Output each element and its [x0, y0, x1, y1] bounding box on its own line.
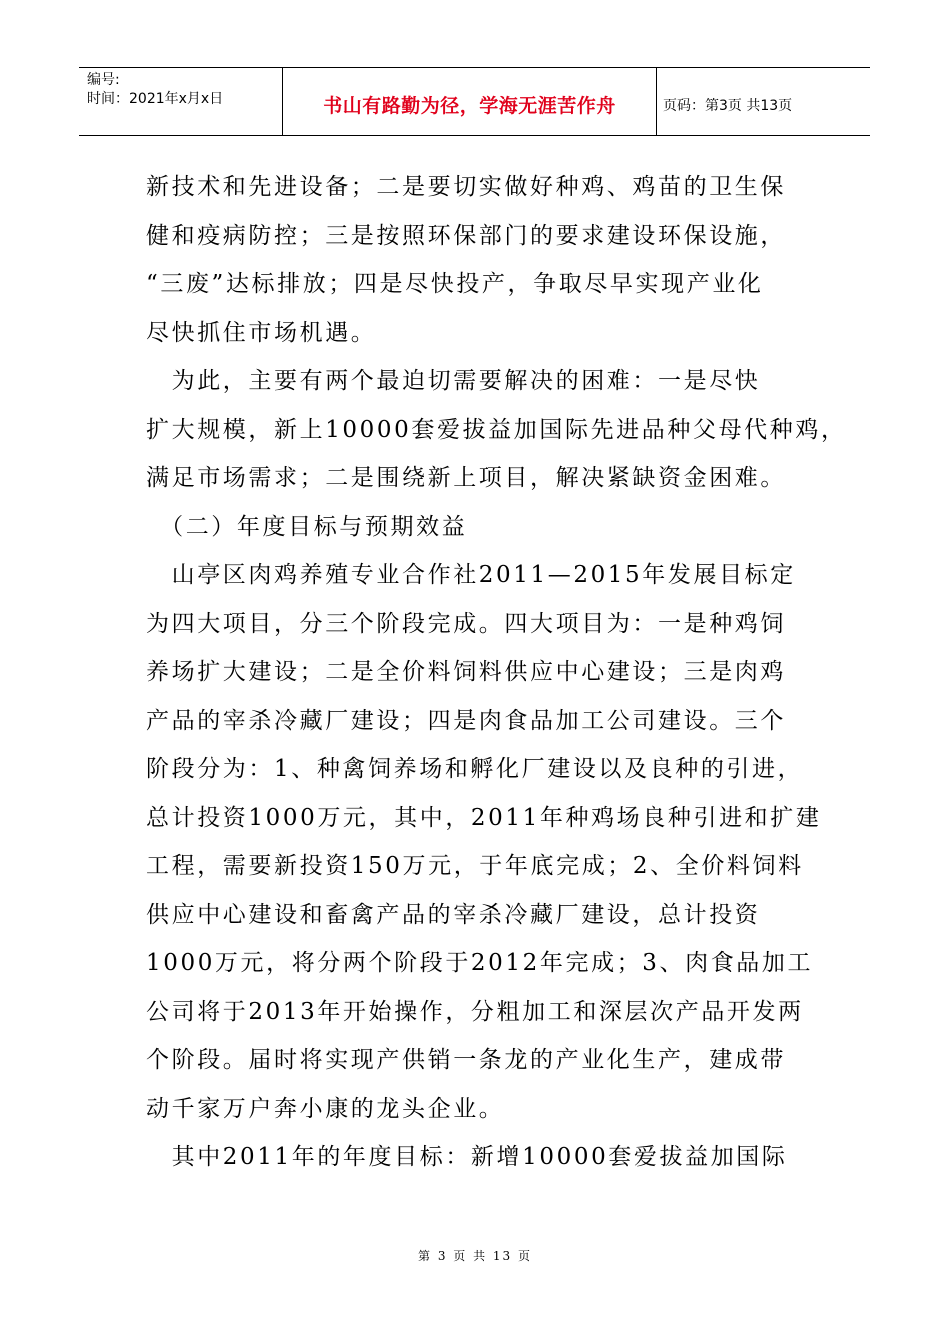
body-line: 养场扩大建设；二是全价料饲料供应中心建设；三是肉鸡: [146, 659, 786, 685]
body-line: 1000万元，将分两个阶段于2012年完成；3、肉食品加工: [146, 950, 814, 976]
body-line: 公司将于2013年开始操作，分粗加工和深层次产品开发两: [146, 998, 804, 1025]
body-line: “三废”达标排放；四是尽快投产，争取尽早实现产业化: [146, 271, 764, 297]
body-line: 新技术和先进设备；二是要切实做好种鸡、鸡苗的卫生保: [146, 174, 786, 200]
body-line: 工程，需要新投资150万元，于年底完成；2、全价料饲料: [146, 853, 804, 879]
document-body: [146, 163, 847, 1182]
page-header-table: [79, 67, 870, 136]
body-line: 动千家万户奔小康的龙头企业。: [146, 1095, 505, 1122]
date-label: 时间：2021年x月x日: [87, 91, 224, 107]
body-line: 供应中心建设和畜禽产品的宰杀冷藏厂建设，总计投资: [146, 901, 761, 928]
body-line: 个阶段。届时将实现产供销一条龙的产业化生产，建成带: [146, 1047, 786, 1073]
body-line: 山亭区肉鸡养殖专业合作社2011—2015年发展目标定: [146, 562, 796, 588]
serial-label: 编号:: [87, 72, 120, 88]
body-line: 其中2011年的年度目标：新增10000套爱拔益加国际: [146, 1144, 788, 1170]
body-line: 为此，主要有两个最迫切需要解决的困难：一是尽快: [146, 368, 761, 394]
body-line: 尽快抓住市场机遇。: [146, 319, 377, 346]
header-page-info: 页码：第3页 共13页: [663, 97, 793, 114]
body-line: 总计投资1000万元，其中，2011年种鸡场良种引进和扩建: [146, 804, 822, 831]
header-motto: 书山有路勤为径，学海无涯苦作舟: [283, 68, 657, 135]
body-line: 阶段分为：1、种禽饲养场和孵化厂建设以及良种的引进，: [146, 756, 804, 782]
body-line: 扩大规模，新上10000套爱拔益加国际先进品种父母代种鸡，: [146, 416, 847, 443]
body-line: 健和疫病防控；三是按照环保部门的要求建设环保设施，: [146, 222, 786, 249]
body-line: 满足市场需求；二是围绕新上项目，解决紧缺资金困难。: [146, 465, 786, 491]
body-line: 产品的宰杀冷藏厂建设；四是肉食品加工公司建设。三个: [146, 707, 786, 734]
header-meta-cell: [79, 68, 283, 135]
page-footer: 第 3 页 共 13 页: [418, 1249, 532, 1263]
section-heading: （二）年度目标与预期效益: [146, 513, 468, 540]
body-line: 为四大项目，分三个阶段完成。四大项目为：一是种鸡饲: [146, 610, 786, 637]
